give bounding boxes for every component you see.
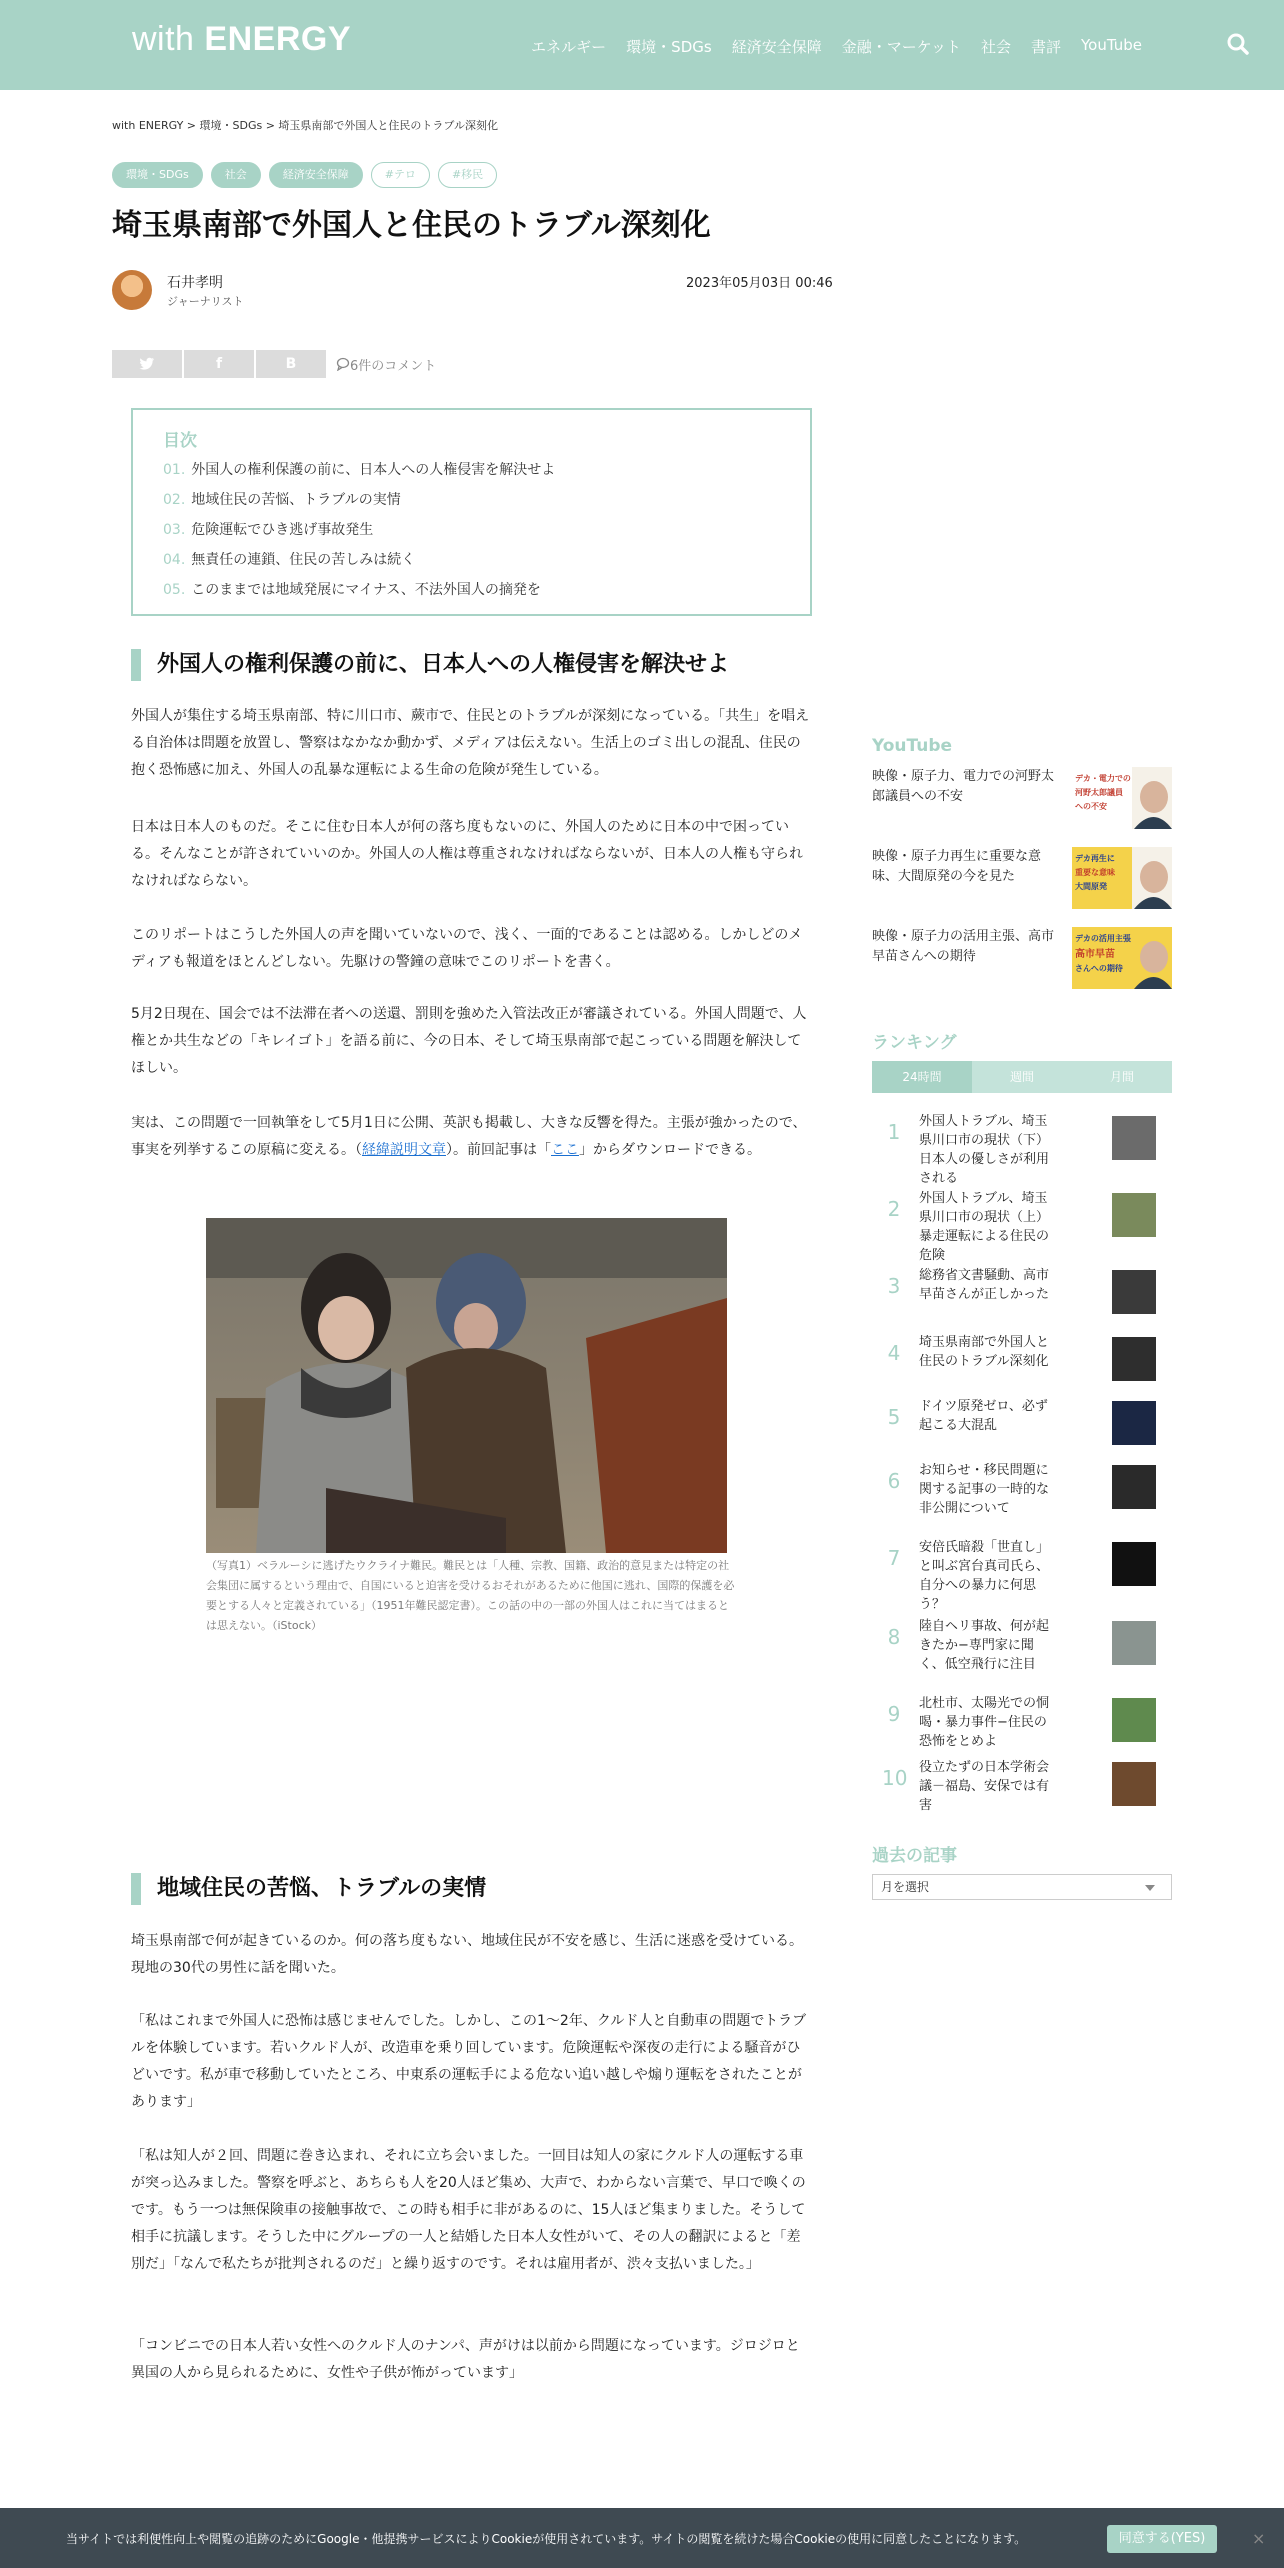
site-logo[interactable]: [132, 20, 351, 59]
paragraph: 「私は知人が２回、問題に巻き込まれ、それに立ち会いました。一回目は知人の家にクルド人の運転する車が突っ込みました。警察を呼ぶと、あちらも人を20人ほど集め、大声で、わからない言葉で、早口で喚くのです。もう一つは無保険車の接触事故で、この時も相手に非があるのに、15人ほど集まりました。そうして相手に抗議します。そうした中にグループの一人と結婚した日本人女性がいて、その人の翻訳によると「差別だ」「なんで私たちが批判されるのだ」と繰り返すのです。それは雇用者が、渋々支払いました。」: [131, 2148, 806, 2272]
cookie-accept-button[interactable]: 同意する(YES): [1107, 2525, 1217, 2553]
tag-economic-security[interactable]: 経済安全保障: [269, 162, 363, 188]
toc-item[interactable]: 01. 外国人の権利保護の前に、日本人への人権侵害を解決せよ: [163, 462, 556, 478]
ranking-thumbnail: [1112, 1762, 1156, 1806]
tag-terror[interactable]: #テロ: [371, 162, 430, 188]
svg-text:への不安: への不安: [1075, 802, 1107, 811]
video-thumbnail: [1072, 767, 1172, 829]
facebook-icon[interactable]: f: [184, 350, 254, 378]
cookie-text: 当サイトでは利便性向上や閲覧の追跡のためにGoogle・他提携サービスによりCookieが使用されています。サイトの閲覧を続けた場合Cookieの使用に同意したことになります。: [66, 2532, 1027, 2546]
nav-economic-security[interactable]: 経済安全保障: [731, 38, 822, 56]
toc-item[interactable]: 02. 地域住民の苦悩、トラブルの実情: [163, 492, 401, 508]
archive-heading: 過去の記事: [872, 1846, 957, 1866]
author-name[interactable]: 石井孝明: [167, 275, 223, 291]
ranking-item[interactable]: 10 役立たずの日本学術会議－福島、安保では有害: [872, 1758, 1172, 1818]
youtube-heading: YouTube: [872, 736, 953, 756]
youtube-item[interactable]: 映像・原子力、電力での河野太郎議員への不安 デカ・電力での 河野太郎議員 への不安: [872, 767, 1172, 831]
svg-text:河野太郎議員: 河野太郎議員: [1075, 788, 1123, 797]
hatena-bookmark-icon[interactable]: B: [256, 350, 326, 378]
ranking-item[interactable]: 1 外国人トラブル、埼玉県川口市の現状（下）日本人の優しさが利用される: [872, 1112, 1172, 1172]
nav-youtube[interactable]: YouTube: [1081, 36, 1142, 54]
ranking-thumbnail: [1112, 1337, 1156, 1381]
toc-item[interactable]: 04. 無責任の連鎖、住民の苦しみは続く: [163, 552, 416, 568]
nav-finance[interactable]: 金融・マーケット: [841, 38, 961, 56]
svg-text:高市早苗: 高市早苗: [1075, 949, 1115, 960]
ranking-item[interactable]: 3 総務省文書騒動、高市早苗さんが正しかった: [872, 1266, 1172, 1326]
nav-society[interactable]: 社会: [980, 38, 1011, 56]
svg-text:デカ再生に: デカ再生に: [1075, 854, 1115, 863]
nav-environment[interactable]: 環境・SDGs: [626, 38, 712, 56]
logo-with: with: [132, 20, 195, 58]
svg-text:デカの活用主張: デカの活用主張: [1075, 934, 1131, 943]
explanation-link[interactable]: 経緯説明文章: [362, 1142, 446, 1158]
tab-monthly[interactable]: 月間: [1072, 1061, 1172, 1093]
ranking-item[interactable]: 8 陸自ヘリ事故、何が起きたか−専門家に聞く、低空飛行に注目: [872, 1617, 1172, 1677]
toc-item[interactable]: 03. 危険運転でひき逃げ事故発生: [163, 522, 374, 538]
ranking-item[interactable]: 4 埼玉県南部で外国人と住民のトラブル深刻化: [872, 1333, 1172, 1393]
tag-immigration[interactable]: #移民: [438, 162, 497, 188]
section-heading: 外国人の権利保護の前に、日本人への人権侵害を解決せよ: [131, 649, 812, 681]
youtube-item[interactable]: 映像・原子力の活用主張、高市早苗さんへの期待 デカの活用主張 高市早苗 さんへの期待: [872, 927, 1172, 991]
ranking-item[interactable]: 6 お知らせ・移民問題に関する記事の一時的な非公開について: [872, 1461, 1172, 1521]
ranking-thumbnail: [1112, 1270, 1156, 1314]
svg-text:大間原発: 大間原発: [1075, 882, 1107, 891]
ranking-item[interactable]: 7 安倍氏暗殺「世直し」と叫ぶ宮台真司氏ら、自分への暴力に何思う？: [872, 1538, 1172, 1598]
tag-environment[interactable]: 環境・SDGs: [112, 162, 203, 188]
ranking-item[interactable]: 9 北杜市、太陽光での恫喝・暴力事件−住民の恐怖をとめよ: [872, 1694, 1172, 1754]
ranking-thumbnail: [1112, 1193, 1156, 1237]
share-bar: [112, 350, 436, 378]
search-icon[interactable]: [1224, 30, 1252, 58]
ranking-item[interactable]: 2 外国人トラブル、埼玉県川口市の現状（上）暴走運転による住民の危険: [872, 1189, 1172, 1249]
main-nav: [511, 36, 1142, 57]
logo-energy: ENERGY: [204, 20, 352, 58]
paragraph: 「コンビニでの日本人若い女性へのクルド人のナンパ、声がけは以前から問題になっています。ジロジロと異国の人から見られるために、女性や子供が怖がっています」: [131, 2338, 800, 2381]
breadcrumb[interactable]: with ENERGY > 環境・SDGs > 埼玉県南部で外国人と住民のトラブル深刻化: [112, 119, 498, 132]
twitter-icon[interactable]: [112, 350, 182, 378]
site-header: [0, 0, 1284, 90]
tag-society[interactable]: 社会: [211, 162, 261, 188]
paragraph: このリポートはこうした外国人の声を聞いていないので、浅く、一面的であることは認める。しかしどのメディアも報道をほとんどしない。先駆けの警鐘の意味でこのリポートを書く。: [131, 927, 803, 970]
cookie-banner: [0, 2508, 1284, 2568]
ranking-thumbnail: [1112, 1116, 1156, 1160]
paragraph: 外国人が集住する埼玉県南部、特に川口市、蕨市で、住民とのトラブルが深刻になっている。「共生」を唱える自治体は問題を放置し、警察はなかなか動かず、メディアは伝えない。生活上のゴミ出しの混乱、住民の抱く恐怖感に加え、外国人の乱暴な運転による生命の危険が発生している。: [131, 708, 810, 778]
ranking-thumbnail: [1112, 1465, 1156, 1509]
page-title: 埼玉県南部で外国人と住民のトラブル深刻化: [112, 208, 711, 243]
chevron-down-icon: [1145, 1885, 1155, 1891]
comment-icon: [336, 357, 350, 371]
ranking-tabs: [872, 1061, 1172, 1093]
nav-book-review[interactable]: 書評: [1030, 38, 1061, 56]
paragraph: 埼玉県南部で何が起きているのか。何の落ち度もない、地域住民が不安を感じ、生活に迷惑を受けている。現地の30代の男性に話を聞いた。: [131, 1933, 803, 1976]
svg-text:デカ・電力での: デカ・電力での: [1075, 774, 1131, 783]
paragraph: 日本は日本人のものだ。そこに住む日本人が何の落ち度もないのに、外国人のために日本の中で困っている。そんなことが許されていいのか。外国人の人権は尊重されなければならないが、日本人の人権も守られなければならない。: [131, 819, 803, 889]
tab-24h[interactable]: 24時間: [872, 1061, 972, 1093]
svg-text:重要な意味: 重要な意味: [1075, 868, 1115, 877]
video-thumbnail: [1072, 927, 1172, 989]
post-date: 2023年05月03日 00:46: [686, 276, 833, 291]
toc-item[interactable]: 05. このままでは地域発展にマイナス、不法外国人の摘発を: [163, 582, 541, 598]
youtube-item[interactable]: 映像・原子力再生に重要な意味、大間原発の今を見た デカ再生に 重要な意味 大間原発: [872, 847, 1172, 911]
ranking-thumbnail: [1112, 1698, 1156, 1742]
paragraph: 実は、この問題で一回執筆をして5月1日に公開、英訳も掲載し、大きな反響を得た。主張が強かったので、事実を列挙するこの原稿に変える。（経緯説明文章）。前回記事は「ここ」からダウンロードできる。: [131, 1115, 807, 1158]
avatar[interactable]: [112, 270, 152, 310]
ranking-heading: ランキング: [872, 1033, 957, 1053]
tag-list: [112, 162, 505, 188]
close-icon[interactable]: ×: [1252, 2529, 1266, 2548]
download-link[interactable]: ここ: [551, 1142, 579, 1158]
paragraph: 「私はこれまで外国人に恐怖は感じませんでした。しかし、この1～2年、クルド人と自動車の問題でトラブルを体験しています。若いクルド人が、改造車を乗り回しています。危険運転や深夜の走行による騒音がひどいです。私が車で移動していたところ、中東系の運転手による危ない追い越しや煽り運転をされたことがあります」: [131, 2013, 807, 2110]
tab-weekly[interactable]: 週間: [972, 1061, 1072, 1093]
table-of-contents: [131, 408, 812, 616]
comment-count-label: 6件のコメント: [350, 358, 437, 374]
ranking-thumbnail: [1112, 1621, 1156, 1665]
nav-energy[interactable]: エネルギー: [531, 38, 607, 56]
comment-count[interactable]: [336, 355, 436, 374]
author-role: ジャーナリスト: [167, 295, 244, 308]
toc-title: 目次: [163, 431, 197, 451]
section-heading: 地域住民の苦悩、トラブルの実情: [131, 1873, 812, 1905]
archive-month-select[interactable]: 月を選択: [872, 1874, 1172, 1900]
ranking-item[interactable]: 5 ドイツ原発ゼロ、必ず起こる大混乱: [872, 1397, 1172, 1457]
ranking-thumbnail: [1112, 1401, 1156, 1445]
photo-caption: （写真1）ベラルーシに逃げたウクライナ難民。難民とは「人種、宗教、国籍、政治的意見または特定の社会集団に属するという理由で、自国にいると迫害を受けるおそれがあるために他国に逃れ、国際的保護を必要とする人々と定義されている」（1951年難民認定書）。この話の中の一部の外国人はこれに当てはまるとは思えない。（iStock）: [206, 1559, 735, 1632]
ranking-thumbnail: [1112, 1542, 1156, 1586]
svg-text:さんへの期待: さんへの期待: [1075, 964, 1123, 973]
paragraph: 5月2日現在、国会では不法滞在者への送還、罰則を強めた入管法改正が審議されている。外国人問題で、人権とか共生などの「キレイゴト」を語る前に、今の日本、そして埼玉県南部で起こっている問題を解決してほしい。: [131, 1006, 807, 1076]
video-thumbnail: [1072, 847, 1172, 909]
article-photo: [206, 1218, 727, 1553]
